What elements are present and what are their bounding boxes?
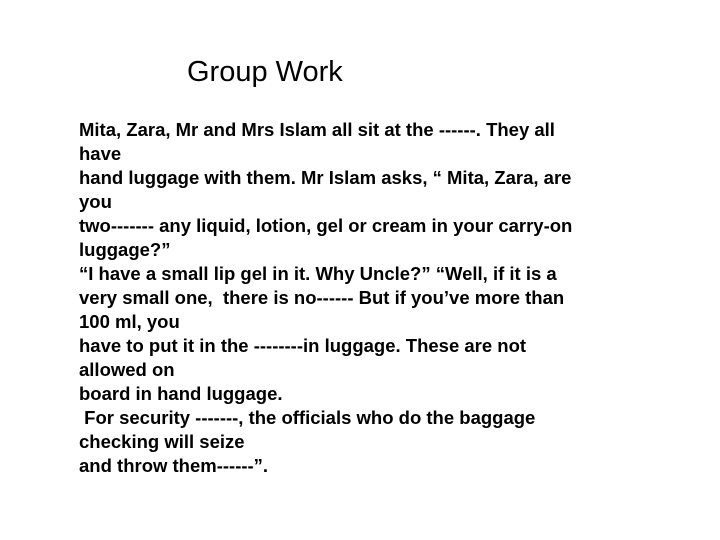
text-line: and throw them------”. bbox=[79, 455, 269, 476]
text-line: Mita, Zara, Mr and Mrs Islam all sit at the ------. They all bbox=[79, 119, 555, 140]
text-line: have to put it in the --------in luggage. These are not bbox=[79, 335, 527, 356]
body-paragraph bbox=[79, 118, 679, 478]
text-line: board in hand luggage. bbox=[79, 383, 283, 404]
text-line: 100 ml, you bbox=[79, 311, 180, 332]
text-line: have bbox=[79, 143, 122, 164]
text-line: “I have a small lip gel in it. Why Uncle?” “Well, if it is a bbox=[79, 263, 557, 284]
text-line: For security -------, the officials who do the baggage bbox=[79, 407, 536, 428]
text-line: hand luggage with them. Mr Islam asks, “ Mita, Zara, are bbox=[79, 167, 572, 188]
text-line: checking will seize bbox=[79, 431, 245, 452]
text-line: you bbox=[79, 191, 112, 212]
text-line: very small one, there is no------ But if you’ve more than bbox=[79, 287, 565, 308]
text-line: allowed on bbox=[79, 359, 175, 380]
text-line: luggage?” bbox=[79, 239, 171, 260]
slide-title: Group Work bbox=[187, 56, 343, 88]
text-line: two------- any liquid, lotion, gel or cream in your carry-on bbox=[79, 215, 573, 236]
